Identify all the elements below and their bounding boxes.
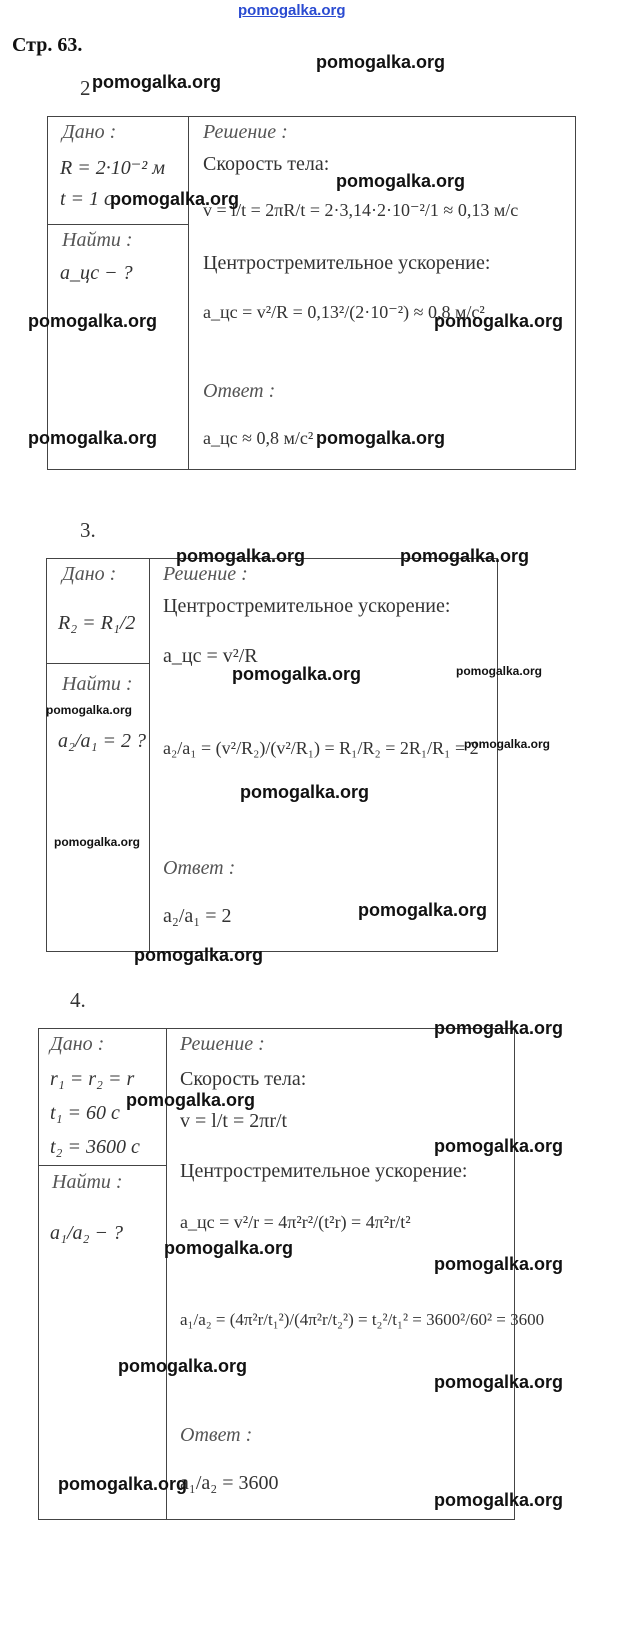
- task3-answer-label: Ответ :: [163, 857, 236, 879]
- task3-find-label: Найти :: [62, 673, 133, 695]
- task2-speed-formula: v = l/t = 2πR/t = 2·3,14·2·10⁻²/1 ≈ 0,13 м/с: [203, 200, 519, 220]
- page-heading: Стр. 63.: [12, 34, 83, 56]
- task4-given-label: Дано :: [50, 1033, 105, 1055]
- task4-ratio-formula: a₁/a₂ = (4π²r/t₁²)/(4π²r/t₂²) = t₂²/t₁² = 3600²/60² = 3600: [180, 1310, 545, 1329]
- task4-given-t2: t₂ = 3600 с: [50, 1136, 140, 1158]
- watermark: pomogalka.org: [434, 1254, 564, 1274]
- task2-accel-formula: a_цс = v²/R = 0,13²/(2·10⁻²) ≈ 0,8 м/с²: [203, 302, 485, 322]
- task4-given-r: r₁ = r₂ = r: [50, 1068, 135, 1090]
- watermark: pomogalka.org: [358, 900, 488, 920]
- task2-divider: [188, 116, 189, 470]
- task4-accel-formula: a_цс = v²/r = 4π²r²/(t²r) = 4π²r/t²: [180, 1212, 411, 1232]
- watermark: pomogalka.org: [434, 311, 564, 331]
- site-link[interactable]: pomogalka.org: [238, 2, 346, 19]
- task3-answer: a₂/a₁ = 2: [163, 905, 232, 927]
- watermark: pomogalka.org: [434, 1018, 564, 1038]
- watermark: pomogalka.org: [28, 428, 158, 448]
- watermark: pomogalka.org: [134, 945, 264, 965]
- task2-accel-title: Центростремительное ускорение:: [203, 252, 491, 274]
- task2-given-t: t = 1 с: [60, 188, 113, 210]
- task4-speed-formula: v = l/t = 2πr/t: [180, 1110, 288, 1132]
- watermark: pomogalka.org: [464, 737, 551, 751]
- task4-find-label: Найти :: [52, 1171, 123, 1193]
- task3-divider: [149, 558, 150, 952]
- task2-given-label: Дано :: [62, 121, 117, 143]
- watermark: pomogalka.org: [240, 782, 370, 802]
- task3-accel-formula: a_цс = v²/R: [163, 645, 258, 667]
- task3-solution-label: Решение :: [163, 563, 248, 585]
- watermark: pomogalka.org: [118, 1356, 248, 1376]
- watermark: pomogalka.org: [46, 703, 133, 717]
- watermark: pomogalka.org: [316, 52, 446, 72]
- task4-number: 4.: [70, 988, 86, 1012]
- watermark: pomogalka.org: [54, 835, 141, 849]
- task4-given-t1: t₁ = 60 с: [50, 1102, 120, 1124]
- task4-answer: a₁/a₂ = 3600: [180, 1472, 279, 1494]
- watermark: pomogalka.org: [164, 1238, 294, 1258]
- watermark: pomogalka.org: [176, 546, 306, 566]
- task2-find-label: Найти :: [62, 229, 133, 251]
- watermark: pomogalka.org: [126, 1090, 256, 1110]
- task4-solution-label: Решение :: [180, 1033, 265, 1055]
- watermark: pomogalka.org: [232, 664, 362, 684]
- watermark: pomogalka.org: [336, 171, 466, 191]
- task3-given-divider: [46, 663, 149, 664]
- watermark: pomogalka.org: [434, 1372, 564, 1392]
- watermark: pomogalka.org: [110, 189, 240, 209]
- task2-find-item: a_цс − ?: [60, 262, 133, 284]
- task2-given-divider: [47, 224, 188, 225]
- watermark: pomogalka.org: [28, 311, 158, 331]
- task2-answer: a_цс ≈ 0,8 м/с²: [203, 428, 314, 448]
- task4-answer-label: Ответ :: [180, 1424, 253, 1446]
- task2-given-R: R = 2·10⁻² м: [60, 157, 166, 179]
- watermark: pomogalka.org: [456, 664, 543, 678]
- task4-accel-title: Центростремительное ускорение:: [180, 1160, 468, 1182]
- watermark: pomogalka.org: [434, 1490, 564, 1510]
- task2-answer-label: Ответ :: [203, 380, 276, 402]
- task3-given-R: R₂ = R₁/2: [58, 612, 136, 634]
- task3-find-item: a₂/a₁ = 2 ?: [58, 730, 146, 752]
- watermark: pomogalka.org: [434, 1136, 564, 1156]
- task4-given-divider: [38, 1165, 166, 1166]
- task3-ratio-formula: a₂/a₁ = (v²/R₂)/(v²/R₁) = R₁/R₂ = 2R₁/R₁ = 2: [163, 738, 479, 758]
- task2-number: 2: [80, 76, 91, 100]
- task3-given-label: Дано :: [62, 563, 117, 585]
- task2-speed-title: Скорость тела:: [203, 153, 330, 175]
- watermark: pomogalka.org: [400, 546, 530, 566]
- watermark: pomogalka.org: [92, 72, 222, 92]
- task4-speed-title: Скорость тела:: [180, 1068, 307, 1090]
- watermark: pomogalka.org: [58, 1474, 188, 1494]
- task4-find-item: a₁/a₂ − ?: [50, 1222, 123, 1244]
- watermark: pomogalka.org: [316, 428, 446, 448]
- task2-solution-label: Решение :: [203, 121, 288, 143]
- task3-accel-title: Центростремительное ускорение:: [163, 595, 451, 617]
- task3-number: 3.: [80, 518, 96, 542]
